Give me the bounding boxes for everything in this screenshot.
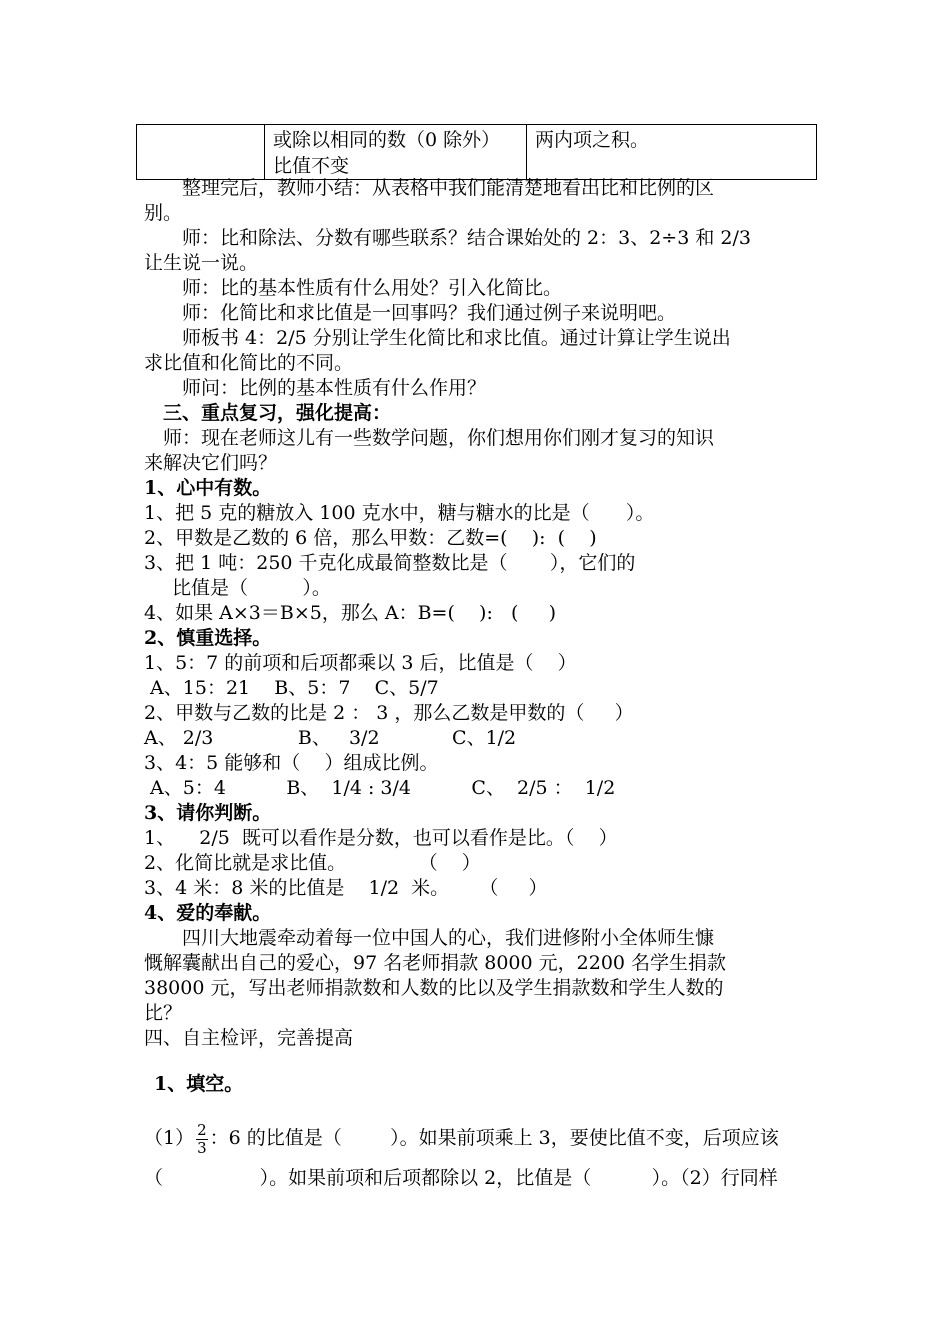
teacher-line: 师问：比例的基本性质有什么作用？ <box>182 377 487 399</box>
judge-question: 2、化简比就是求比值。 （ ） <box>144 852 481 874</box>
judge-question: 1、 2/5 既可以看作是分数，也可以看作是比。（ ） <box>144 827 618 849</box>
teacher-line: 师：比和除法、分数有哪些联系？结合课始处的 2：3、2÷3 和 2/3 <box>182 227 751 249</box>
summary-line: 别。 <box>144 202 183 224</box>
summary-line: 整理完后，教师小结：从表格中我们能清楚地看出比和比例的区 <box>182 177 715 199</box>
question-line: 1、把 5 克的糖放入 100 克水中，糖与糖水的比是（ ）。 <box>144 502 655 524</box>
subsection-heading: 4、爱的奉献。 <box>144 902 272 924</box>
subsection-heading: 2、慎重选择。 <box>144 627 272 649</box>
teacher-line: 让生说一说。 <box>144 252 259 274</box>
question-line: 比值是（ ）。 <box>172 577 331 599</box>
choice-options: A、 2/3 B、 3/2 C、1/2 <box>144 727 517 749</box>
fraction <box>196 1122 208 1157</box>
question-line: 3、把 1 吨：250 千克化成最简整数比是（ ），它们的 <box>144 552 636 574</box>
choice-question: 3、4：5 能够和（ ）组成比例。 <box>144 752 439 774</box>
choice-options: A、15：21 B、5：7 C、5/7 <box>144 677 439 699</box>
table-cell-property: 或除以相同的数（0 除外）比值不变 <box>265 125 527 180</box>
fill-blank-line <box>144 1120 779 1157</box>
question-line: 2、甲数是乙数的 6 倍，那么甲数：乙数=( ): ( ) <box>144 527 597 549</box>
fill-text: ：6 的比值是（ ）。如果前项乘上 3，要使比值不变，后项应该 <box>209 1127 779 1149</box>
subsection-heading: 1、心中有数。 <box>144 477 272 499</box>
teacher-line: 师：化简比和求比值是一回事吗？我们通过例子来说明吧。 <box>182 302 677 324</box>
paragraph-line: 慨解囊献出自己的爱心，97 名老师捐款 8000 元，2200 名学生捐款 <box>144 952 727 974</box>
teacher-line: 师：现在老师这儿有一些数学问题，你们想用你们刚才复习的知识 <box>163 427 715 449</box>
section-heading: 三、重点复习，强化提高： <box>163 402 392 424</box>
fraction-numerator: 2 <box>197 1120 207 1139</box>
fill-blank-line: （ ）。如果前项和后项都除以 2，比值是（ ）。（2）行同样 <box>144 1167 778 1189</box>
paragraph-line: 比？ <box>144 1002 183 1024</box>
subsection-heading: 1、填空。 <box>154 1073 244 1095</box>
comparison-table <box>136 124 817 180</box>
table-row <box>137 125 817 180</box>
teacher-line: 师板书 4：2/5 分别让学生化简比和求比值。通过计算让学生说出 <box>182 327 731 349</box>
teacher-line: 来解决它们吗？ <box>144 452 278 474</box>
judge-question: 3、4 米：8 米的比值是 1/2 米。 （ ） <box>144 877 548 899</box>
teacher-line: 师：比的基本性质有什么用处？引入化简比。 <box>182 277 563 299</box>
table-cell-empty <box>137 125 265 180</box>
paragraph-line: 38000 元，写出老师捐款数和人数的比以及学生捐款数和学生人数的 <box>144 977 724 999</box>
choice-options: A、5：4 B、 1/4 : 3/4 C、 2/5 ： 1/2 <box>144 777 616 799</box>
choice-question: 1、5：7 的前项和后项都乘以 3 后，比值是（ ） <box>144 652 577 674</box>
choice-question: 2、甲数与乙数的比是 2 ： 3 ，那么乙数是甲数的（ ） <box>144 702 634 724</box>
table-cell-inner-terms: 两内项之积。 <box>527 125 817 180</box>
fill-label: （1） <box>144 1127 195 1149</box>
section-heading: 四、自主检评，完善提高 <box>144 1027 354 1049</box>
paragraph-line: 四川大地震牵动着每一位中国人的心，我们进修附小全体师生慷 <box>182 927 715 949</box>
subsection-heading: 3、请你判断。 <box>144 802 272 824</box>
teacher-line: 求比值和化简比的不同。 <box>144 352 354 374</box>
fraction-denominator: 3 <box>197 1138 207 1157</box>
question-line: 4、如果 A×3＝B×5，那么 A：B=( ): ( ) <box>144 602 556 624</box>
